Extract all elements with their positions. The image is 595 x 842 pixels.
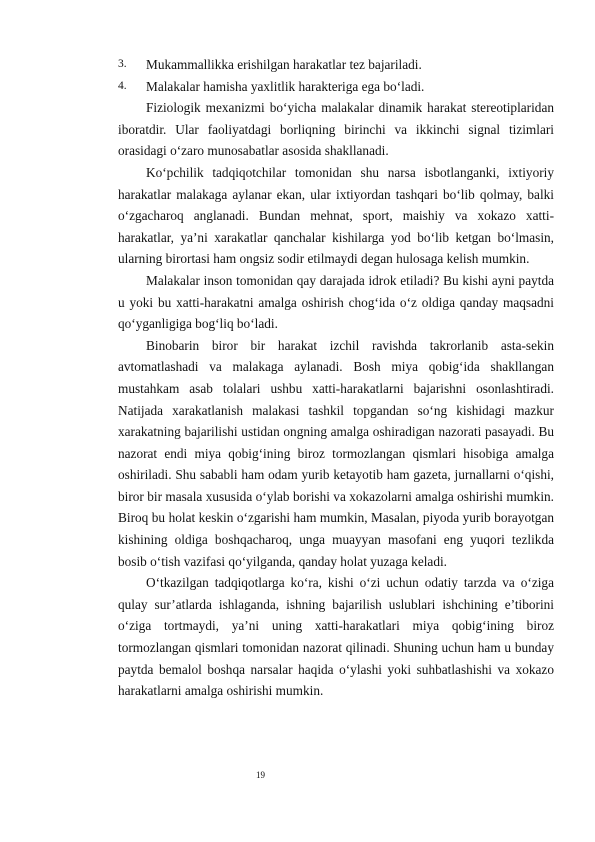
paragraph-tadqiqotlar: O‘tkazilgan tadqiqotlarga ko‘ra, kishi o‘zi uchun odatiy tarzda va o‘ziga qulay sur’atlarda ishlaganda, ishning bajarilish uslublari ishchining e’tiborini o‘ziga tortmaydi, ya’ni uning xatti-harakatlari miya qobig‘ining biroz tormozlangan qismlari tomonidan nazorat qilinadi. Shuning uchun ham u bunday paytda bemalol boshqa narsalar haqida o‘ylashi yoki suhbatlashishi va xokazo harakatlarni amalga oshirishi mumkin. <box>118 575 554 699</box>
list-item-3 <box>118 54 554 76</box>
paragraph-avtomatlashish: Binobarin biror bir harakat izchil ravishda takrorlanib asta-sekin avtomatlashadi va malakaga aylanadi. Bosh miya qobig‘ida shakllangan mustahkam asab tolalari ushbu xatti-harakatlarni bajarishni osonlashtiradi. Natijada xarakatlanish malakasi tashkil topgandan so‘ng kishidagi mazkur xarakatning bajarilishi ustidan ongning amalga oshiradigan nazorati pasayadi. Bu nazorat endi miya qobig‘ining biroz tormozlangan qismlari hisobiga amalga oshiriladi. Shu sababli ham odam yurib ketayotib ham gazeta, jurnallarni o‘qishi, biror bir masala xususida o‘ylab borishi va xokazolarni amalga oshirishi mumkin. Biroq bu holat keskin o‘zgarishi ham mumkin, Masalan, piyoda yurib borayotgan kishining oldiga boshqacharoq, unga muayyan masofani eng yuqori tezlikda bosib o‘tish vazifasi qo‘yilganda, qanday holat yuzaga keladi. <box>118 337 554 569</box>
paragraph-ixtiyoriy-harakatlar: Ko‘pchilik tadqiqotchilar tomonidan shu narsa isbotlanganki, ixtiyoriy harakatlar malakaga aylanar ekan, ular ixtiyordan tashqari bo‘lib qolmay, balki o‘zgacharoq anglanadi. Bundan mehnat, sport, maishiy va xokazo xatti-harakatlar, ya’ni xarakatlar qanchalar kishilarga yod bo‘lib ketgan bo‘lmasin, ularning birortasi ham ongsiz sodir etilmaydi degan hulosaga kelish mumkin. <box>118 164 554 267</box>
list-item-text: Mukammallikka erishilgan harakatlar tez bajariladi. <box>146 57 422 72</box>
paragraph-idrok: Malakalar inson tomonidan qay darajada idrok etiladi? Bu kishi ayni paytda u yoki bu xatti-harakatni amalga oshirish chog‘ida o‘z oldiga qanday maqsadni qo‘yganligiga bog‘liq bo‘ladi. <box>118 272 554 332</box>
page-number: 19 <box>256 770 265 780</box>
list-number: 4. <box>118 79 127 92</box>
page-body <box>118 54 554 702</box>
list-number: 3. <box>118 58 127 70</box>
list-item-text: Malakalar hamisha yaxlitlik harakteriga ega bo‘ladi. <box>146 78 425 94</box>
paragraph-fiziologik-mexanizm: Fiziologik mexanizmi bo‘yicha malakalar dinamik harakat stereotiplaridan iboratdir. Ular faoliyatdagi borliqning birinchi va ikkinchi signal tizimlari orasidagi o‘zaro munosabatlar asosida shakllanadi. <box>118 100 554 159</box>
list-item-4 <box>118 76 554 98</box>
